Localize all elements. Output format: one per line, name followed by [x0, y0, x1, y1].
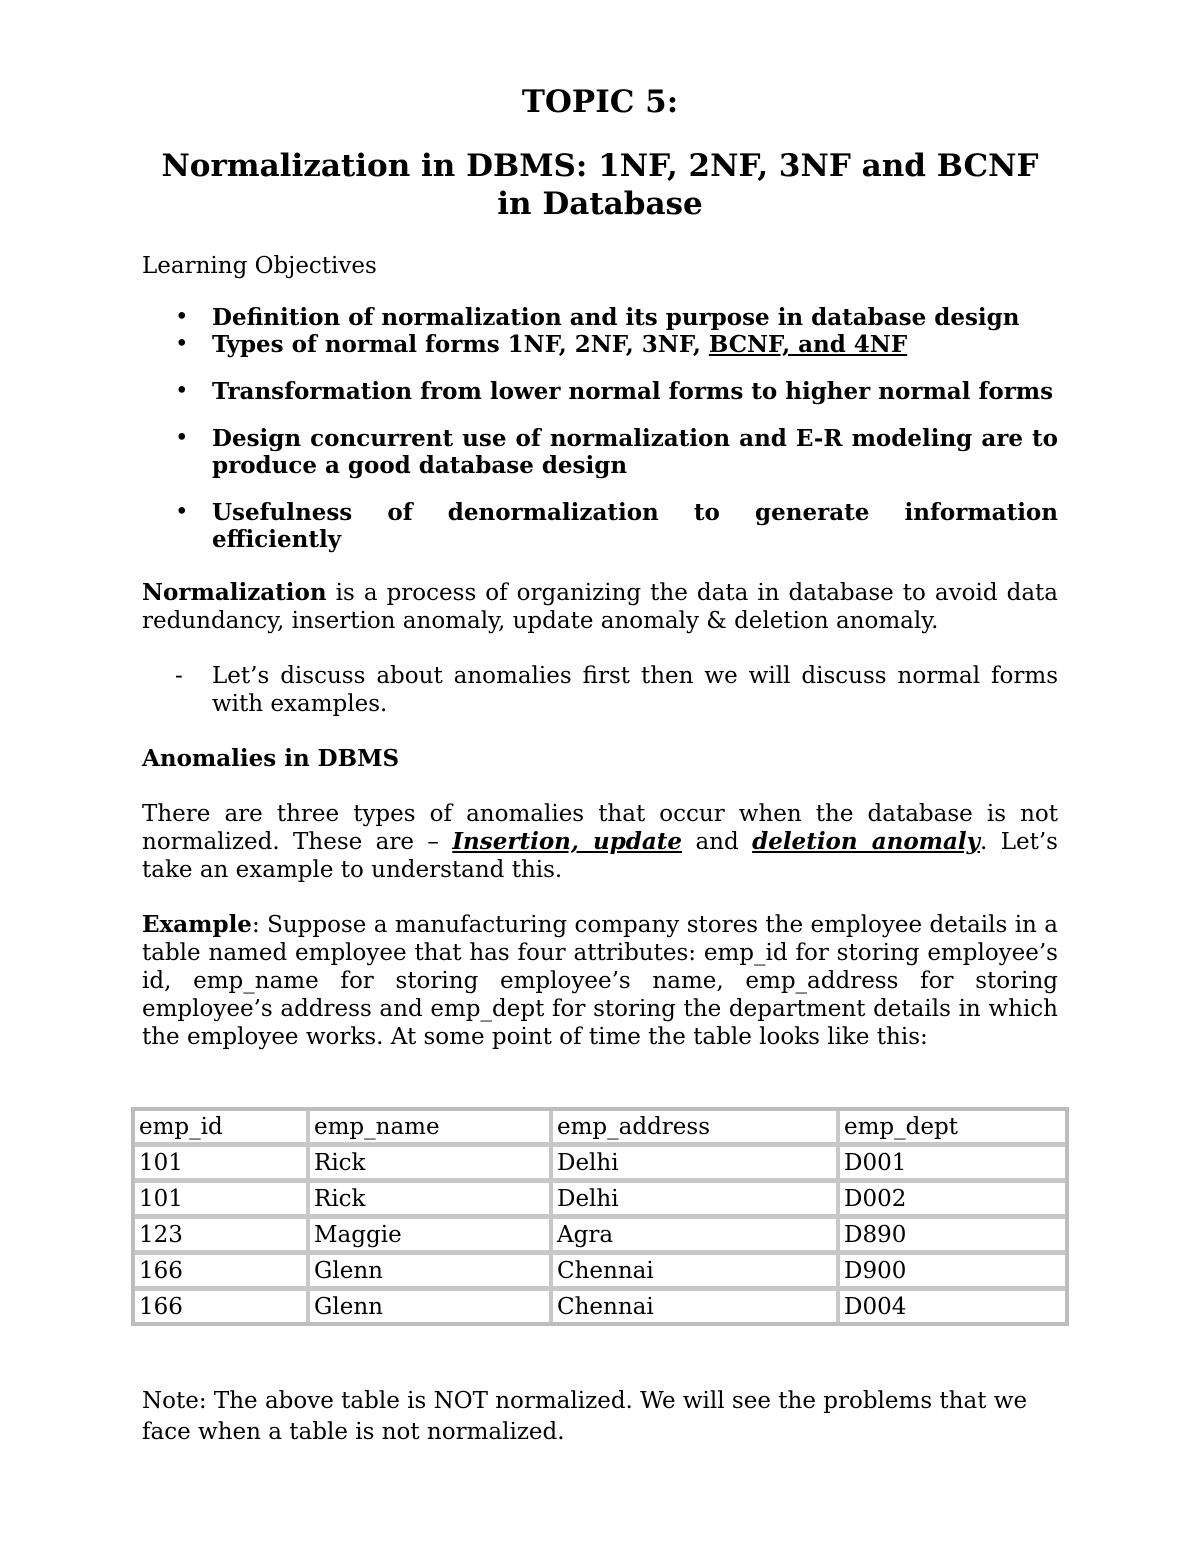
bullet-icon: • — [175, 331, 189, 357]
definition-term: Normalization — [142, 579, 327, 606]
table-cell: D004 — [844, 1293, 907, 1320]
column-header: emp_id — [135, 1111, 310, 1147]
table-cell: 166 — [135, 1255, 310, 1291]
objective-item — [142, 425, 1058, 479]
employee-table — [131, 1107, 1069, 1326]
table-row — [135, 1255, 1065, 1291]
column-header: emp_dept — [840, 1111, 1065, 1147]
objective-text: Usefulness of denormalization to generate information efficiently — [212, 499, 1058, 553]
objective-item — [142, 378, 1058, 405]
column-header: emp_name — [310, 1111, 553, 1147]
objectives-list — [142, 304, 1058, 553]
title-line-2: in Database — [497, 186, 703, 222]
bullet-icon: • — [175, 378, 189, 404]
example-paragraph — [142, 911, 1058, 1051]
discussion-note — [142, 662, 1058, 718]
table-cell: 101 — [135, 1147, 310, 1183]
table-cell: D001 — [840, 1147, 1065, 1183]
table-cell: 123 — [135, 1219, 310, 1255]
table-cell: Rick — [310, 1147, 553, 1183]
example-label: Example — [142, 911, 252, 938]
table-row — [135, 1183, 1065, 1219]
table-cell: Delhi — [553, 1183, 840, 1219]
table-cell: Glenn — [310, 1255, 553, 1291]
table-cell: Maggie — [310, 1219, 553, 1255]
table-cell: Agra — [553, 1219, 840, 1255]
bullet-icon: • — [175, 425, 189, 451]
anomalies-paragraph — [142, 800, 1058, 884]
table-cell: Glenn — [310, 1291, 553, 1322]
table-header-row — [135, 1111, 1065, 1147]
objective-item — [142, 499, 1058, 553]
title-line-1: Normalization in DBMS: 1NF, 2NF, 3NF and BCNF — [161, 148, 1039, 184]
bullet-icon: • — [175, 304, 189, 330]
learning-objectives-heading: Learning Objectives — [142, 253, 377, 279]
objective-text: Design concurrent use of normalization and E-R modeling are to produce a good database design — [212, 425, 1058, 479]
definition-text: is a process of organizing the data in database to avoid data redundancy, insertion anomaly, update anomaly & deletion anomaly. — [142, 580, 1058, 634]
table-cell: Rick — [310, 1183, 553, 1219]
column-header: emp_address — [553, 1111, 840, 1147]
anomalies-text-c: . Let’s take an example to understand this. — [142, 829, 1058, 883]
document-title — [142, 147, 1058, 223]
document-page — [142, 82, 1058, 1051]
objective-text: Transformation from lower normal forms to higher normal forms — [212, 378, 1054, 405]
anomalies-heading: Anomalies in DBMS — [142, 745, 400, 772]
example-text: : Suppose a manufacturing company stores the employee details in a table named employee that has four attributes: emp_id for storing employee’s id, emp_name for storing employee’s name, emp_address for storing employee’s address and emp_dept for storing the department details in which the employee works. At some point of time the table looks like this: — [142, 912, 1058, 1050]
table-cell: Delhi — [553, 1147, 840, 1183]
table-cell: D900 — [840, 1255, 1065, 1291]
table-cell: 101 — [135, 1183, 310, 1219]
normalization-definition — [142, 579, 1058, 635]
objective-underlined-text: BCNF, and 4NF — [708, 331, 908, 358]
anomalies-text-b: and — [682, 829, 753, 855]
discussion-text: Let’s discuss about anomalies first then we will discuss normal forms with examples. — [212, 663, 1058, 717]
deletion-anomaly-emphasis: deletion anomaly — [752, 828, 981, 855]
objective-text: Types of normal forms 1NF, 2NF, 3NF, — [212, 331, 709, 358]
objective-text: Definition of normalization and its purpose in database design — [212, 304, 1020, 331]
table-row — [135, 1147, 1065, 1183]
table-cell: D002 — [840, 1183, 1065, 1219]
anomaly-types-emphasis: Insertion, update — [452, 828, 683, 855]
objective-item — [142, 304, 1058, 331]
table-note: Note: The above table is NOT normalized. We will see the problems that we face when a table is not normalized. — [142, 1388, 1028, 1445]
topic-heading: TOPIC 5: — [521, 84, 679, 120]
table-cell: Chennai — [553, 1291, 840, 1322]
objective-item — [142, 331, 1058, 358]
table-cell: Chennai — [553, 1255, 840, 1291]
table-cell: 166 — [135, 1291, 310, 1322]
table-cell: D890 — [840, 1219, 1065, 1255]
dash-icon: - — [175, 663, 183, 689]
table-row — [135, 1219, 1065, 1255]
bullet-icon: • — [175, 499, 189, 525]
anomalies-text-a: There are three types of anomalies that occur when the database is not normalized. These are – — [142, 801, 1058, 855]
table-row — [135, 1291, 1065, 1322]
